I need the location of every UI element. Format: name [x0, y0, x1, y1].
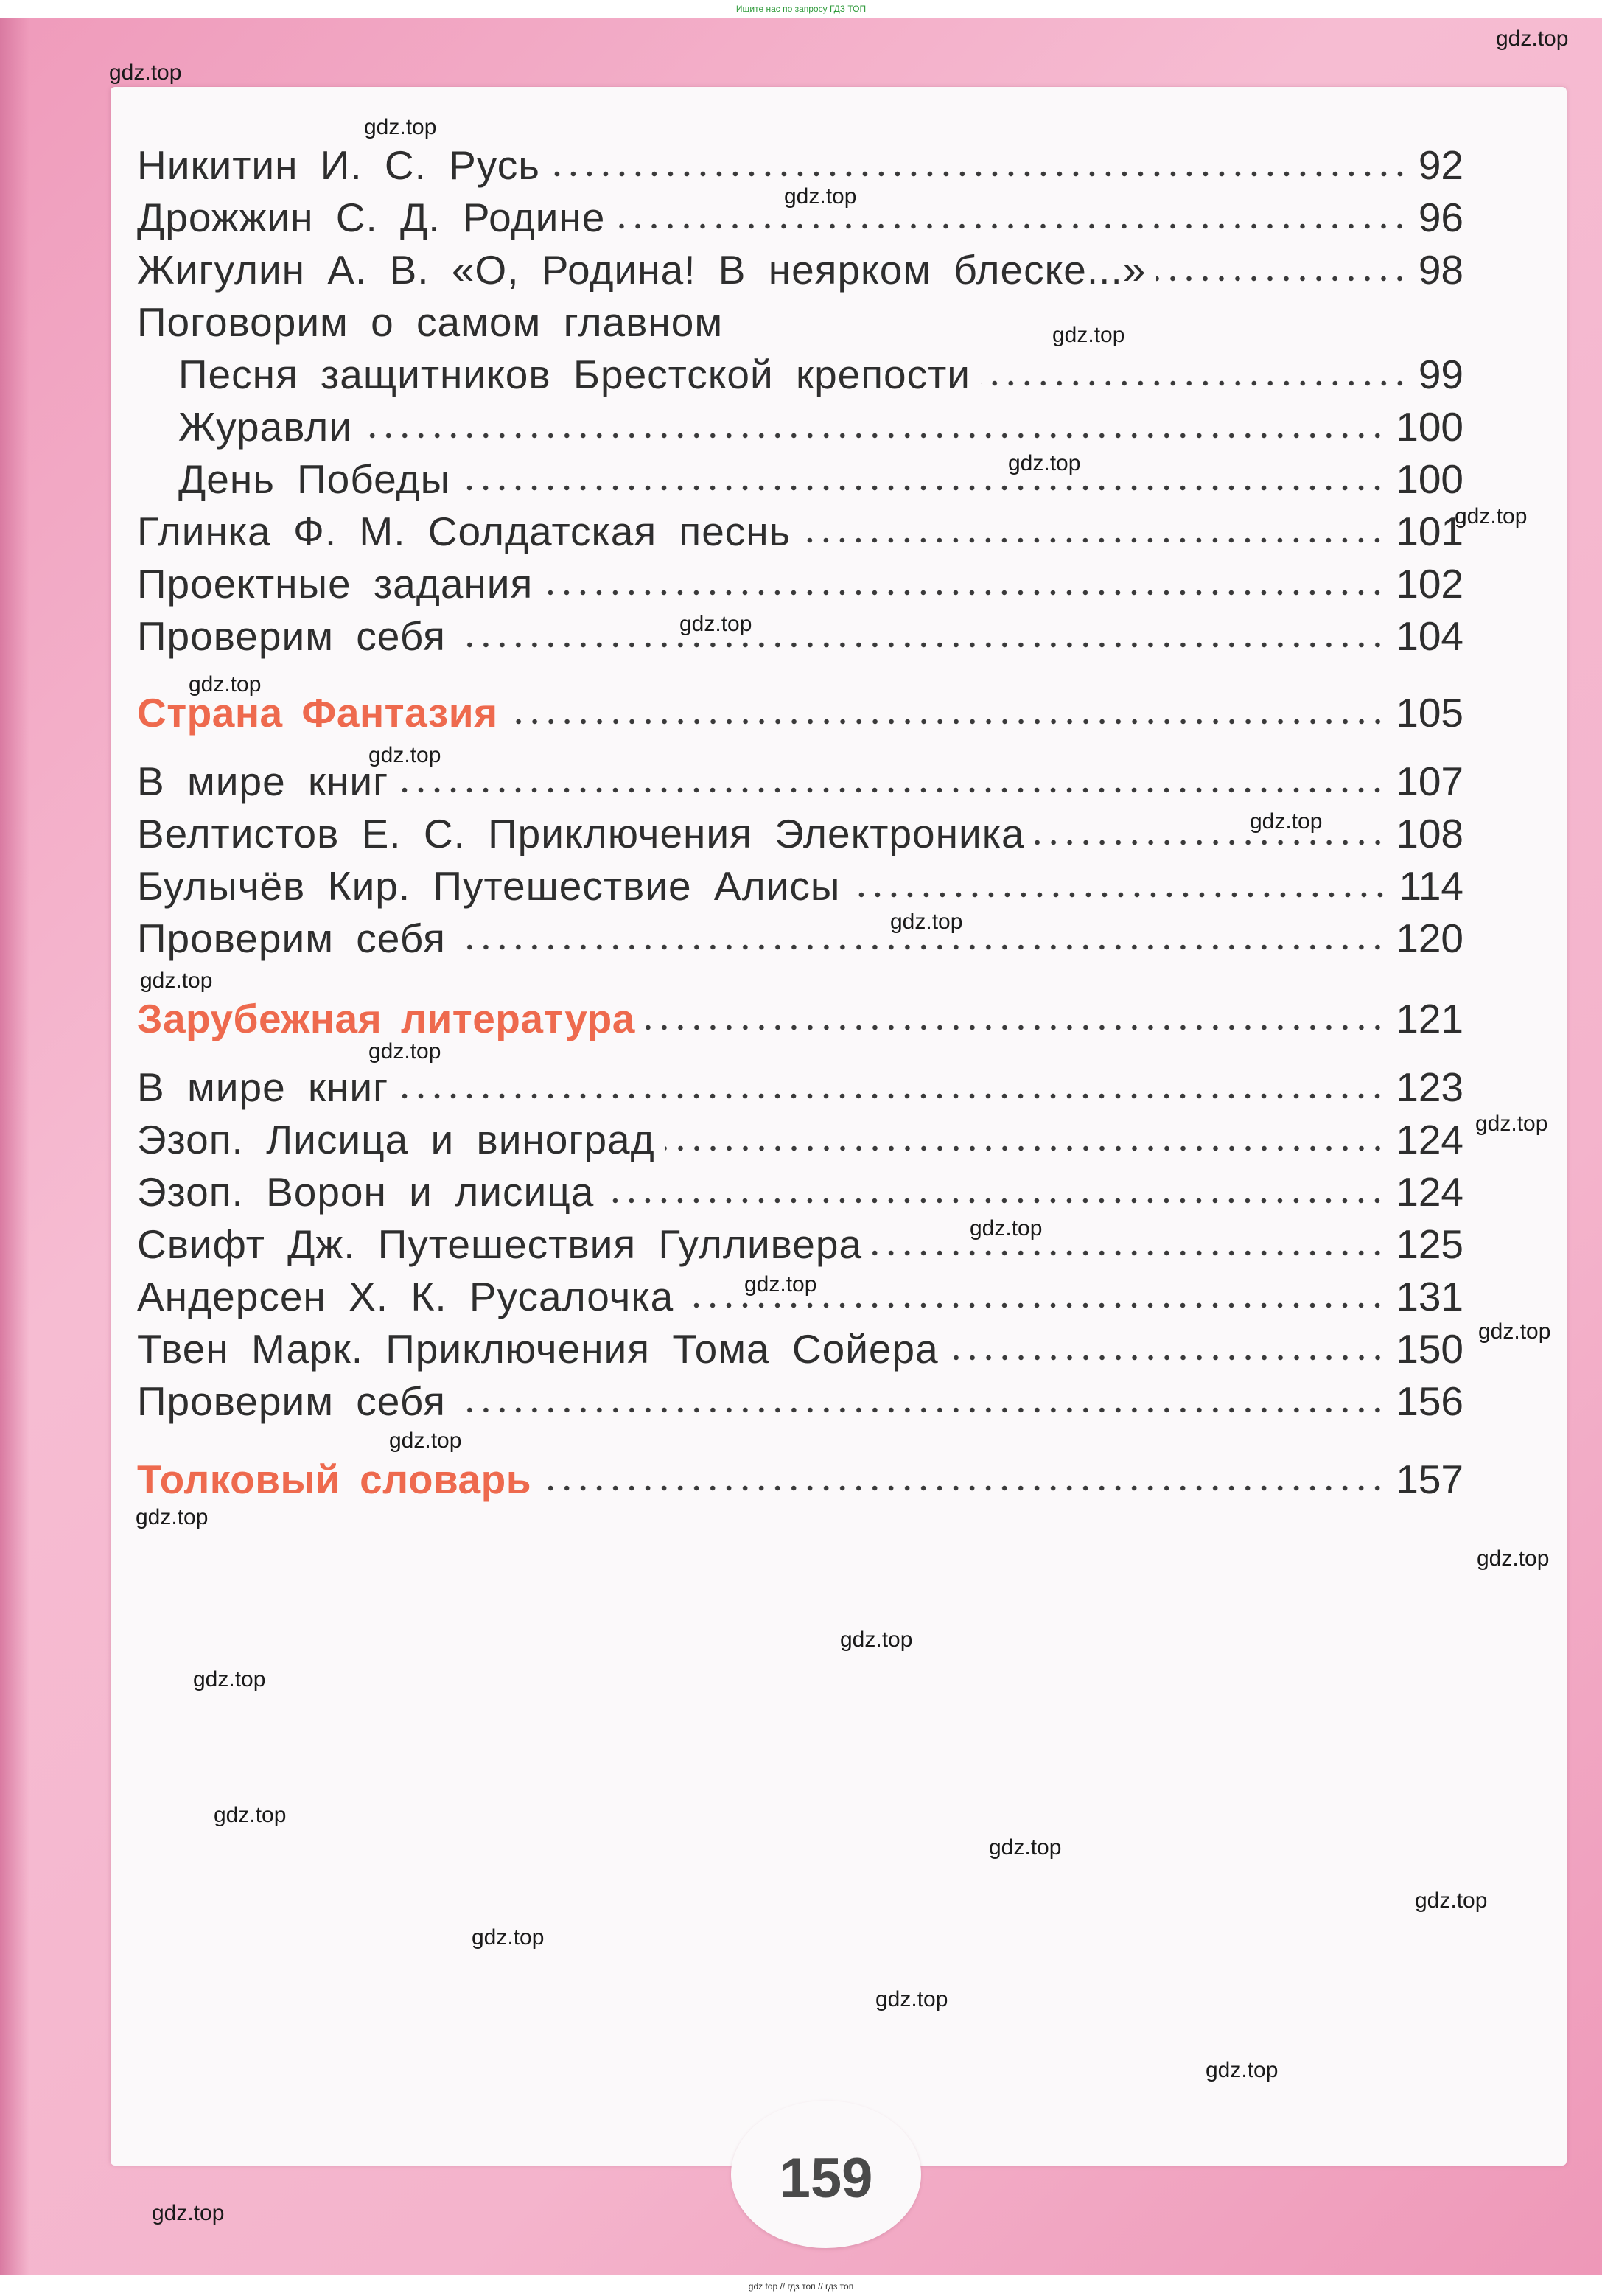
toc-leader	[646, 1022, 1385, 1033]
toc-section-heading	[137, 1456, 1463, 1506]
toc-entry	[137, 1221, 1463, 1271]
toc-leader	[399, 1091, 1385, 1101]
toc-section-heading	[137, 995, 1463, 1045]
watermark: gdz.top	[189, 672, 262, 697]
toc-leader	[1156, 273, 1408, 284]
watermark: gdz.top	[152, 2201, 225, 2225]
toc-entry	[137, 1064, 1463, 1114]
watermark: gdz.top	[109, 60, 182, 85]
toc-page-number: 114	[1399, 863, 1463, 909]
toc-entry	[137, 613, 1463, 663]
watermark: gdz.top	[364, 115, 437, 139]
toc-page-number: 157	[1396, 1456, 1463, 1502]
toc-title: Проверим себя	[137, 613, 446, 659]
toc-title: Зарубежная литература	[137, 996, 635, 1041]
watermark: gdz.top	[784, 184, 857, 209]
watermark: gdz.top	[679, 612, 752, 636]
toc-entry	[137, 758, 1463, 808]
watermark: gdz.top	[1415, 1888, 1488, 1913]
page-number: 159	[779, 2147, 873, 2210]
toc-title: День Победы	[178, 456, 451, 502]
toc-entry	[137, 1378, 1463, 1428]
toc-leader	[665, 1143, 1386, 1154]
watermark: gdz.top	[472, 1925, 545, 1950]
toc-title: Твен Марк. Приключения Тома Сойера	[137, 1326, 939, 1372]
toc-entry	[137, 862, 1463, 913]
toc-leader	[604, 1196, 1385, 1206]
toc-page-number: 108	[1396, 811, 1463, 856]
toc-title: Проверим себя	[137, 1378, 446, 1424]
watermark: gdz.top	[875, 1987, 948, 2011]
toc-leader	[550, 169, 1408, 179]
toc-page-number: 156	[1396, 1378, 1463, 1424]
toc-page-number: 123	[1396, 1064, 1463, 1110]
watermark: gdz.top	[1052, 323, 1125, 347]
toc-title: Журавли	[178, 404, 352, 450]
watermark: gdz.top	[136, 1505, 209, 1529]
toc-leader	[508, 716, 1386, 727]
watermark: gdz.top	[1455, 504, 1528, 528]
watermark: gdz.top	[744, 1272, 817, 1297]
toc-title: Страна Фантазия	[137, 690, 498, 736]
toc-title: Проверим себя	[137, 915, 446, 961]
toc-page-number: 105	[1396, 690, 1463, 736]
toc-page-number: 104	[1396, 613, 1463, 659]
toc-leader	[542, 1483, 1385, 1493]
toc-title: Жигулин А. В. «О, Родина! В неярком блеске...»	[137, 247, 1147, 293]
toc-leader	[949, 1353, 1386, 1363]
watermark: gdz.top	[1250, 809, 1323, 834]
toc-title: Песня защитников Брестской крепости	[178, 352, 971, 397]
toc-page-number: 100	[1396, 404, 1463, 450]
toc-title: В мире книг	[137, 758, 389, 804]
toc-page-number: 96	[1418, 195, 1463, 240]
toc-title: Поговорим о самом главном	[137, 299, 724, 345]
toc-page-number: 98	[1418, 247, 1463, 293]
toc-leader	[456, 1405, 1385, 1415]
toc-entry	[137, 1325, 1463, 1375]
watermark: gdz.top	[368, 743, 441, 767]
watermark: gdz.top	[214, 1803, 287, 1827]
toc-page-number: 101	[1396, 509, 1463, 554]
toc-title: Никитин И. С. Русь	[137, 142, 540, 188]
toc-leader	[456, 640, 1385, 650]
toc-leader	[363, 430, 1385, 441]
toc-entry	[137, 246, 1463, 296]
toc-page-number: 124	[1396, 1117, 1463, 1162]
toc-page-number: 120	[1396, 915, 1463, 961]
toc-leader	[615, 221, 1408, 231]
bottom-banner-text: gdz top // гдз топ // гдз топ	[748, 2281, 854, 2292]
toc-leader	[456, 942, 1385, 952]
toc-title: Проектные задания	[137, 561, 534, 607]
toc-title: Свифт Дж. Путешествия Гулливера	[137, 1221, 863, 1267]
watermark: gdz.top	[1477, 1546, 1550, 1571]
toc-leader	[850, 890, 1388, 900]
toc-leader	[543, 587, 1385, 598]
toc-page-number: 131	[1396, 1274, 1463, 1319]
watermark: gdz.top	[1206, 2058, 1279, 2082]
watermark: gdz.top	[989, 1835, 1062, 1860]
toc-entry	[137, 508, 1463, 558]
watermark: gdz.top	[1478, 1319, 1551, 1344]
toc-title: Велтистов Е. С. Приключения Электроника	[137, 811, 1025, 856]
watermark: gdz.top	[1008, 451, 1081, 475]
toc-title: Булычёв Кир. Путешествие Алисы	[137, 863, 841, 909]
toc-leader	[399, 785, 1385, 795]
toc-title: Эзоп. Ворон и лисица	[137, 1169, 595, 1215]
toc-page-number: 100	[1396, 456, 1463, 502]
toc-page-number: 124	[1396, 1169, 1463, 1215]
toc-page-number: 125	[1396, 1221, 1463, 1267]
toc-entry	[178, 456, 1463, 506]
toc-title: Глинка Ф. М. Солдатская песнь	[137, 509, 791, 554]
toc-page-number: 107	[1396, 758, 1463, 804]
toc-entry	[137, 560, 1463, 610]
toc-title: Толковый словарь	[137, 1456, 532, 1502]
watermark: gdz.top	[140, 969, 213, 993]
toc-page-number: 121	[1396, 996, 1463, 1041]
watermark: gdz.top	[1496, 27, 1569, 51]
toc-title: Дрожжин С. Д. Родине	[137, 195, 606, 240]
watermark: gdz.top	[389, 1428, 462, 1453]
toc-title: Андерсен Х. К. Русалочка	[137, 1274, 674, 1319]
toc-leader	[801, 535, 1385, 545]
toc-leader	[981, 378, 1408, 388]
toc-leader	[1035, 837, 1386, 848]
toc-leader	[461, 483, 1385, 493]
watermark: gdz.top	[1475, 1112, 1548, 1136]
toc-title: В мире книг	[137, 1064, 389, 1110]
toc-page-number: 99	[1418, 352, 1463, 397]
toc-entry	[137, 915, 1463, 965]
watermark: gdz.top	[368, 1039, 441, 1064]
toc-section-heading	[137, 689, 1463, 739]
toc-title: Эзоп. Лисица и виноград	[137, 1117, 655, 1162]
watermark: gdz.top	[890, 910, 963, 934]
watermark: gdz.top	[840, 1627, 913, 1652]
toc-group-heading	[137, 299, 1463, 349]
toc-page-number: 102	[1396, 561, 1463, 607]
top-banner-text: Ищите нас по запросу ГДЗ ТОП	[735, 4, 867, 14]
toc-page-number: 92	[1418, 142, 1463, 188]
toc-leader	[872, 1248, 1385, 1258]
watermark: gdz.top	[970, 1216, 1043, 1241]
toc-page-number: 150	[1396, 1326, 1463, 1372]
toc-leader	[684, 1300, 1385, 1311]
toc-entry	[178, 403, 1463, 453]
toc-entry	[137, 1168, 1463, 1218]
toc-entry	[137, 1116, 1463, 1166]
toc-entry	[178, 351, 1463, 401]
watermark: gdz.top	[193, 1667, 266, 1692]
